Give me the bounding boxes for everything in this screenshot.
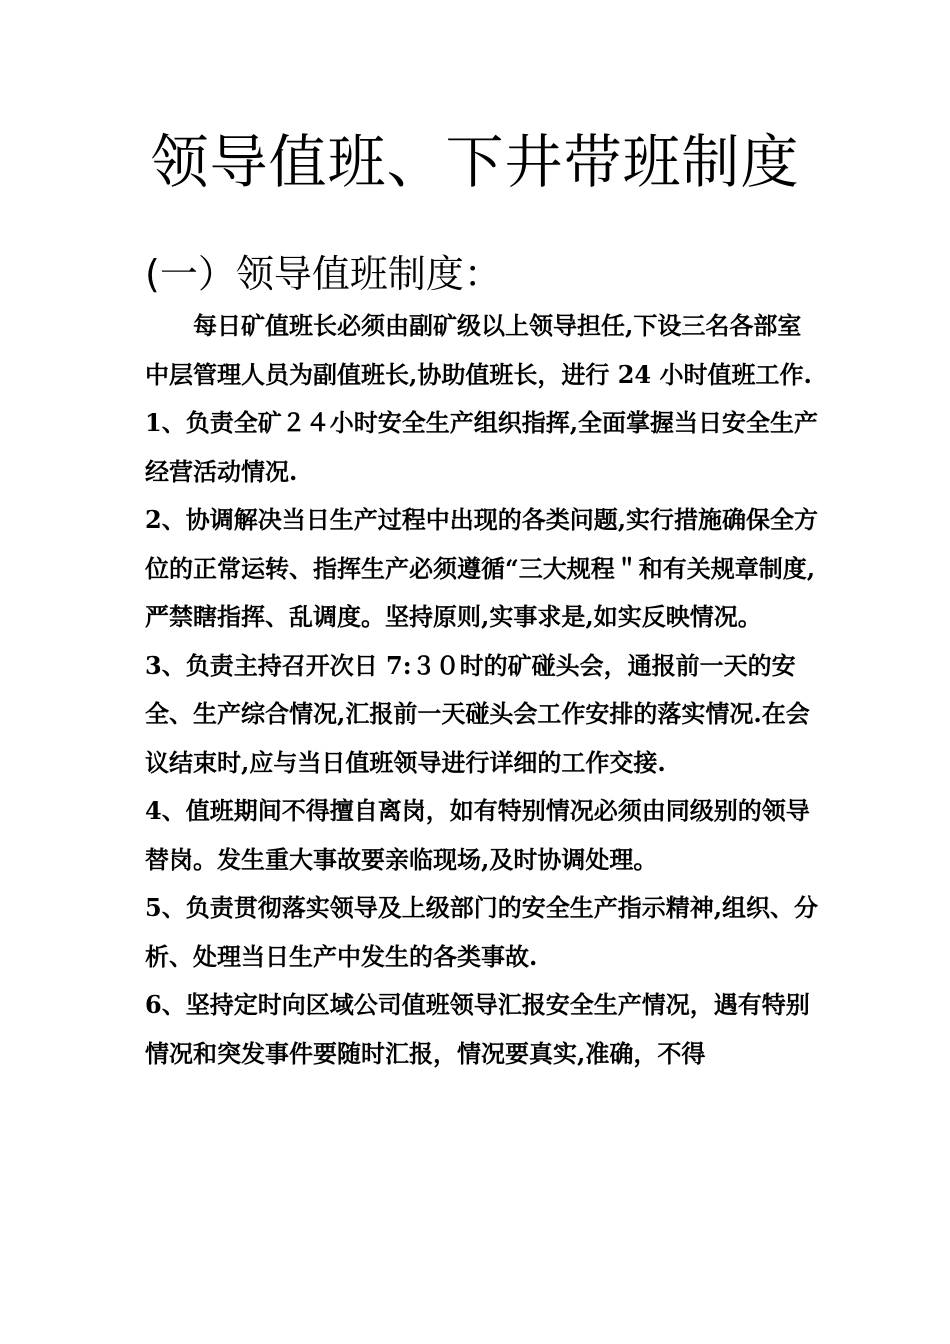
list-item: 1、负责全矿２４小时安全生产组织指挥,全面掌握当日安全生产经营活动情况.	[145, 408, 819, 486]
document-title: 领导值班、下井带班制度	[150, 128, 800, 196]
list-item: 5、负责贯彻落实领导及上级部门的安全生产指示精神,组织、分析、处理当日生产中发生的各类事故.	[145, 893, 819, 971]
section-heading: (一）领导值班制度：	[145, 252, 502, 296]
list-item: 3、负责主持召开次日 7:３０时的矿碰头会，通报前一天的安全、生产综合情况,汇报前一天碰头会工作安排的落实情况.在会议结束时,应与当日值班领导进行详细的工作交接.	[145, 650, 810, 777]
list-item: 6、坚持定时向区域公司值班领导汇报安全生产情况，遇有特别情况和突发事件要随时汇报，情况要真实,准确，不得	[145, 990, 810, 1068]
list-item: 4、值班期间不得擅自离岗，如有特别情况必须由同级别的领导替岗。发生重大事故要亲临现场,及时协调处理。	[145, 796, 810, 874]
intro-paragraph: 每日矿值班长必须由副矿级以上领导担任,下设三名各部室中层管理人员为副值班长,协助值班长，进行 24 小时值班工作.	[145, 311, 812, 389]
list-item: 2、协调解决当日生产过程中出现的各类问题,实行措施确保全方位的正常运转、指挥生产必须遵循“三大规程＂和有关规章制度,严禁瞎指挥、乱调度。坚持原则,实事求是,如实反映情况。	[145, 505, 819, 631]
document-body	[145, 302, 825, 1078]
